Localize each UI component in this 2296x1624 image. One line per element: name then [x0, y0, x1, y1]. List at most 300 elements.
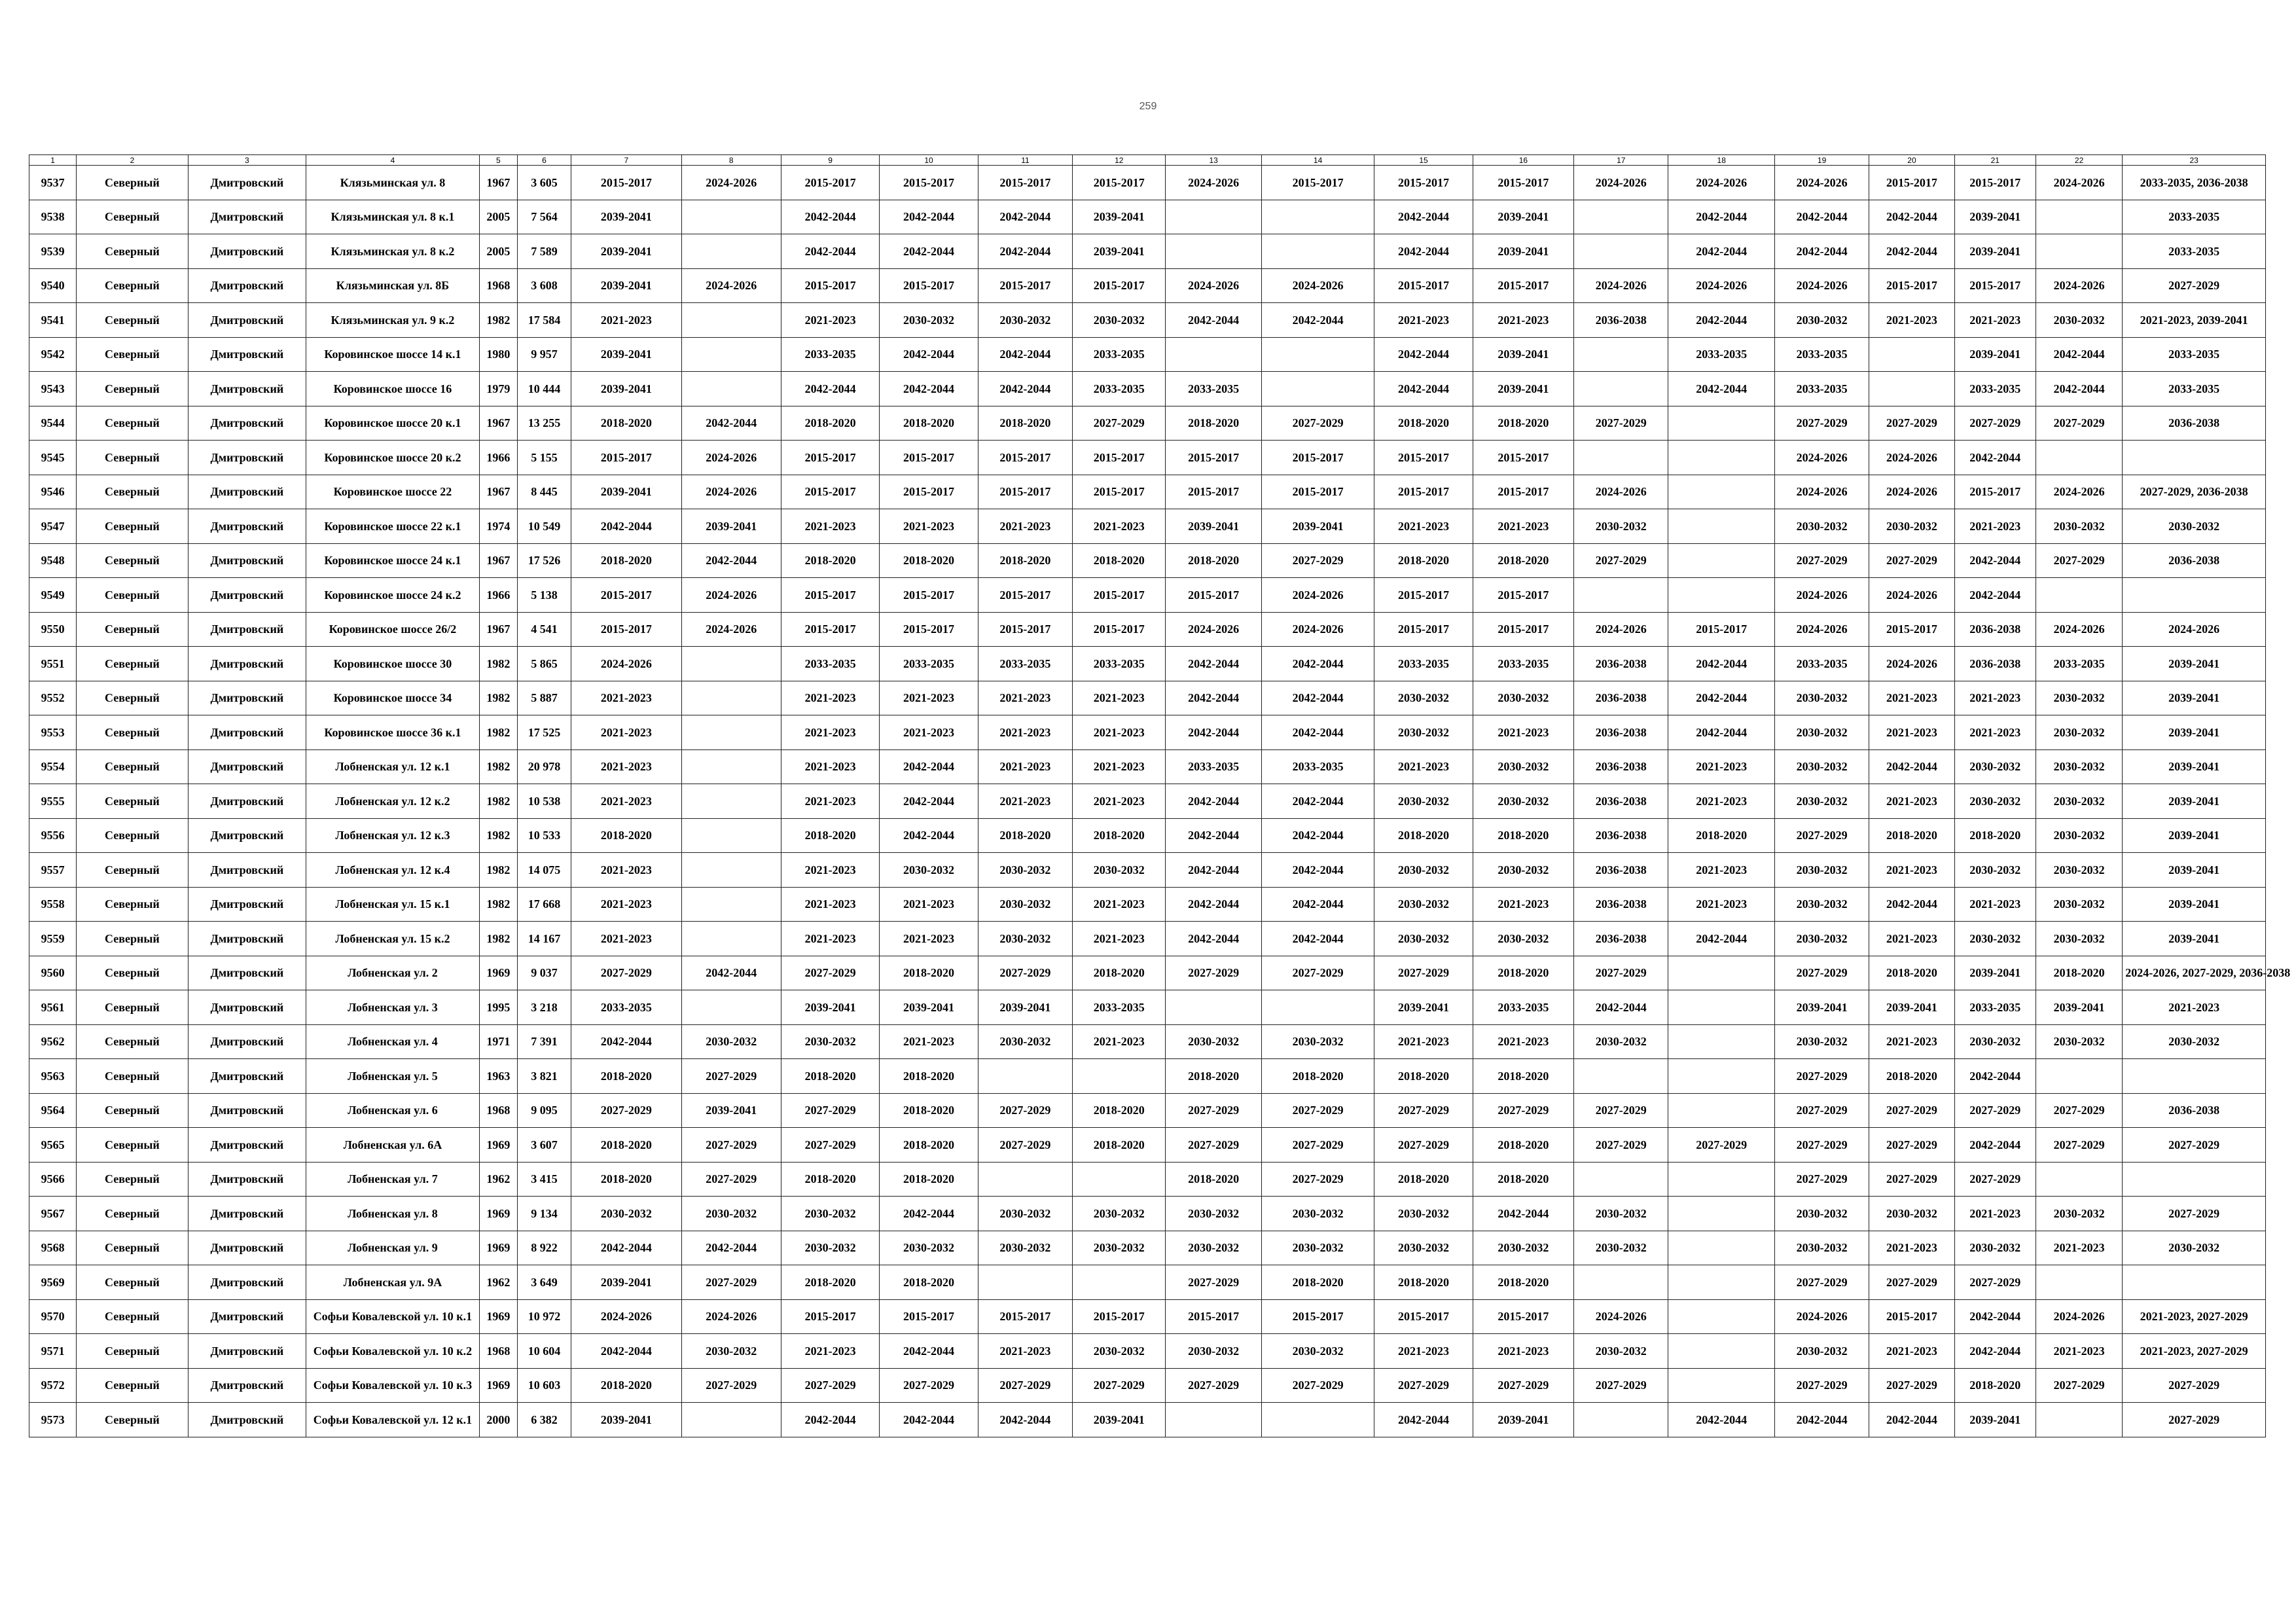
period-cell-col-19: 2030-2032 [1774, 922, 1869, 956]
period-cell-col-14 [1261, 1403, 1374, 1437]
period-cell-col-12: 2033-2035 [1073, 647, 1166, 681]
period-cell-col-19: 2024-2026 [1774, 612, 1869, 647]
rayon-cell: Дмитровский [188, 1024, 306, 1059]
period-cell-col-14: 2030-2032 [1261, 1231, 1374, 1265]
period-cell-col-19: 2024-2026 [1774, 475, 1869, 509]
column-number-header: 15 [1374, 155, 1473, 166]
period-cell-col-9: 2039-2041 [781, 990, 879, 1025]
year-built-cell: 1969 [479, 1368, 517, 1403]
period-cell-col-10: 2042-2044 [880, 337, 978, 372]
period-cell-col-7: 2018-2020 [571, 1059, 681, 1094]
period-cell-col-22 [2036, 1265, 2122, 1300]
column-number-header: 12 [1073, 155, 1166, 166]
period-cell-col-15: 2018-2020 [1374, 818, 1473, 853]
period-cell-col-17: 2030-2032 [1574, 509, 1668, 544]
year-built-cell: 1982 [479, 784, 517, 819]
table-row [29, 1403, 2266, 1437]
okrug-cell: Северный [77, 1093, 188, 1128]
period-cell-col-19: 2033-2035 [1774, 647, 1869, 681]
table-row [29, 1231, 2266, 1265]
period-cell-col-10: 2015-2017 [880, 475, 978, 509]
period-cell-col-7: 2021-2023 [571, 887, 681, 922]
period-cell-col-19: 2024-2026 [1774, 441, 1869, 475]
area-cell: 4 541 [517, 612, 571, 647]
year-built-cell: 1982 [479, 818, 517, 853]
row-number: 9563 [29, 1059, 77, 1094]
row-number: 9570 [29, 1299, 77, 1334]
period-cell-col-19: 2027-2029 [1774, 406, 1869, 441]
address-cell: Лобненская ул. 6 [306, 1093, 480, 1128]
period-cell-col-8 [681, 818, 781, 853]
address-cell: Софьи Ковалевской ул. 12 к.1 [306, 1403, 480, 1437]
period-cell-col-21: 2039-2041 [1954, 956, 2036, 990]
column-number-header: 1 [29, 155, 77, 166]
period-cell-col-11: 2042-2044 [978, 1403, 1072, 1437]
area-cell: 10 538 [517, 784, 571, 819]
year-built-cell: 1967 [479, 543, 517, 578]
rayon-cell: Дмитровский [188, 1334, 306, 1369]
period-cell-col-19: 2042-2044 [1774, 200, 1869, 234]
period-cell-col-18: 2015-2017 [1668, 612, 1774, 647]
period-cell-col-7: 2015-2017 [571, 612, 681, 647]
address-cell: Лобненская ул. 8 [306, 1197, 480, 1231]
period-cell-col-9: 2030-2032 [781, 1231, 879, 1265]
okrug-cell: Северный [77, 543, 188, 578]
address-cell: Коровинское шоссе 30 [306, 647, 480, 681]
period-cell-col-18 [1668, 1162, 1774, 1197]
period-cell-col-12: 2018-2020 [1073, 1093, 1166, 1128]
period-cell-col-15: 2030-2032 [1374, 715, 1473, 750]
period-cell-col-10: 2018-2020 [880, 1265, 978, 1300]
period-cell-col-21: 2030-2032 [1954, 784, 2036, 819]
period-cell-col-19: 2027-2029 [1774, 818, 1869, 853]
period-cell-col-7: 2021-2023 [571, 303, 681, 338]
area-cell: 17 668 [517, 887, 571, 922]
period-cell-col-15: 2033-2035 [1374, 647, 1473, 681]
period-cell-col-11 [978, 1059, 1072, 1094]
period-cell-col-20: 2042-2044 [1869, 887, 1954, 922]
row-number: 9540 [29, 268, 77, 303]
period-cell-col-12: 2033-2035 [1073, 372, 1166, 406]
year-built-cell: 1966 [479, 578, 517, 613]
period-cell-col-9: 2027-2029 [781, 1128, 879, 1163]
period-cell-col-23: 2039-2041 [2123, 922, 2266, 956]
period-cell-col-14: 2042-2044 [1261, 784, 1374, 819]
period-cell-col-12: 2039-2041 [1073, 234, 1166, 269]
period-cell-col-9: 2018-2020 [781, 818, 879, 853]
period-cell-col-13: 2042-2044 [1166, 853, 1261, 888]
period-cell-col-13: 2033-2035 [1166, 372, 1261, 406]
period-cell-col-15: 2015-2017 [1374, 1299, 1473, 1334]
period-cell-col-23 [2123, 1162, 2266, 1197]
period-cell-col-11: 2021-2023 [978, 1334, 1072, 1369]
period-cell-col-9: 2015-2017 [781, 268, 879, 303]
period-cell-col-10: 2015-2017 [880, 166, 978, 200]
period-cell-col-15: 2030-2032 [1374, 922, 1473, 956]
row-number: 9573 [29, 1403, 77, 1437]
period-cell-col-8: 2024-2026 [681, 1299, 781, 1334]
period-cell-col-20: 2042-2044 [1869, 200, 1954, 234]
period-cell-col-19: 2024-2026 [1774, 166, 1869, 200]
area-cell: 10 533 [517, 818, 571, 853]
address-cell: Коровинское шоссе 22 [306, 475, 480, 509]
period-cell-col-20: 2024-2026 [1869, 475, 1954, 509]
area-cell: 9 134 [517, 1197, 571, 1231]
address-cell: Лобненская ул. 5 [306, 1059, 480, 1094]
column-number-header: 3 [188, 155, 306, 166]
period-cell-col-20: 2027-2029 [1869, 1162, 1954, 1197]
address-cell: Лобненская ул. 12 к.3 [306, 818, 480, 853]
period-cell-col-13: 2042-2044 [1166, 647, 1261, 681]
period-cell-col-14: 2027-2029 [1261, 1162, 1374, 1197]
period-cell-col-10: 2015-2017 [880, 612, 978, 647]
period-cell-col-15: 2018-2020 [1374, 406, 1473, 441]
area-cell: 5 887 [517, 681, 571, 715]
period-cell-col-18: 2042-2044 [1668, 234, 1774, 269]
address-cell: Клязьминская ул. 8Б [306, 268, 480, 303]
period-cell-col-23: 2033-2035, 2036-2038 [2123, 166, 2266, 200]
period-cell-col-8 [681, 200, 781, 234]
period-cell-col-13: 2030-2032 [1166, 1024, 1261, 1059]
period-cell-col-15: 2018-2020 [1374, 543, 1473, 578]
period-cell-col-19: 2030-2032 [1774, 1024, 1869, 1059]
period-cell-col-10: 2021-2023 [880, 887, 978, 922]
table-row [29, 406, 2266, 441]
period-cell-col-14: 2027-2029 [1261, 956, 1374, 990]
period-cell-col-22: 2030-2032 [2036, 303, 2122, 338]
table-row [29, 1334, 2266, 1369]
period-cell-col-16: 2018-2020 [1473, 818, 1573, 853]
period-cell-col-20: 2015-2017 [1869, 268, 1954, 303]
period-cell-col-17: 2027-2029 [1574, 406, 1668, 441]
period-cell-col-10: 2042-2044 [880, 1334, 978, 1369]
period-cell-col-15: 2030-2032 [1374, 887, 1473, 922]
period-cell-col-10: 2021-2023 [880, 715, 978, 750]
table-row [29, 543, 2266, 578]
period-cell-col-20: 2021-2023 [1869, 1024, 1954, 1059]
period-cell-col-13: 2024-2026 [1166, 612, 1261, 647]
period-cell-col-15: 2015-2017 [1374, 612, 1473, 647]
period-cell-col-20: 2042-2044 [1869, 749, 1954, 784]
period-cell-col-22: 2027-2029 [2036, 406, 2122, 441]
period-cell-col-16: 2021-2023 [1473, 303, 1573, 338]
period-cell-col-16: 2018-2020 [1473, 543, 1573, 578]
okrug-cell: Северный [77, 234, 188, 269]
period-cell-col-8: 2024-2026 [681, 578, 781, 613]
period-cell-col-15: 2015-2017 [1374, 166, 1473, 200]
period-cell-col-20: 2042-2044 [1869, 234, 1954, 269]
period-cell-col-17: 2024-2026 [1574, 1299, 1668, 1334]
period-cell-col-23: 2027-2029 [2123, 1403, 2266, 1437]
table-row [29, 475, 2266, 509]
row-number: 9552 [29, 681, 77, 715]
period-cell-col-19: 2027-2029 [1774, 1059, 1869, 1094]
period-cell-col-10: 2033-2035 [880, 647, 978, 681]
period-cell-col-16: 2018-2020 [1473, 1162, 1573, 1197]
period-cell-col-7: 2033-2035 [571, 990, 681, 1025]
year-built-cell: 1969 [479, 1299, 517, 1334]
period-cell-col-7: 2027-2029 [571, 956, 681, 990]
period-cell-col-14: 2042-2044 [1261, 853, 1374, 888]
period-cell-col-20: 2021-2023 [1869, 715, 1954, 750]
period-cell-col-22: 2024-2026 [2036, 1299, 2122, 1334]
area-cell: 10 972 [517, 1299, 571, 1334]
period-cell-col-23: 2021-2023, 2027-2029 [2123, 1334, 2266, 1369]
rayon-cell: Дмитровский [188, 1299, 306, 1334]
period-cell-col-18: 2021-2023 [1668, 853, 1774, 888]
table-row [29, 303, 2266, 338]
row-number: 9545 [29, 441, 77, 475]
period-cell-col-18: 2042-2044 [1668, 200, 1774, 234]
period-cell-col-21: 2021-2023 [1954, 509, 2036, 544]
period-cell-col-17: 2024-2026 [1574, 612, 1668, 647]
period-cell-col-16: 2039-2041 [1473, 372, 1573, 406]
period-cell-col-16: 2021-2023 [1473, 509, 1573, 544]
period-cell-col-22: 2024-2026 [2036, 475, 2122, 509]
area-cell: 3 607 [517, 1128, 571, 1163]
period-cell-col-20: 2027-2029 [1869, 406, 1954, 441]
period-cell-col-14: 2024-2026 [1261, 268, 1374, 303]
period-cell-col-10: 2021-2023 [880, 922, 978, 956]
period-cell-col-22: 2027-2029 [2036, 1128, 2122, 1163]
okrug-cell: Северный [77, 166, 188, 200]
okrug-cell: Северный [77, 303, 188, 338]
period-cell-col-12: 2027-2029 [1073, 406, 1166, 441]
period-cell-col-12: 2021-2023 [1073, 509, 1166, 544]
period-cell-col-11: 2015-2017 [978, 1299, 1072, 1334]
table-row [29, 509, 2266, 544]
period-cell-col-10: 2018-2020 [880, 1128, 978, 1163]
address-cell: Лобненская ул. 4 [306, 1024, 480, 1059]
period-cell-col-21: 2015-2017 [1954, 268, 2036, 303]
rayon-cell: Дмитровский [188, 543, 306, 578]
table-row [29, 441, 2266, 475]
period-cell-col-20: 2030-2032 [1869, 1197, 1954, 1231]
period-cell-col-10: 2018-2020 [880, 1162, 978, 1197]
row-number: 9537 [29, 166, 77, 200]
period-cell-col-7: 2039-2041 [571, 234, 681, 269]
period-cell-col-21: 2030-2032 [1954, 922, 2036, 956]
period-cell-col-17 [1574, 234, 1668, 269]
period-cell-col-10: 2042-2044 [880, 372, 978, 406]
year-built-cell: 1982 [479, 853, 517, 888]
period-cell-col-12: 2015-2017 [1073, 1299, 1166, 1334]
period-cell-col-17 [1574, 1059, 1668, 1094]
page-number: 259 [1139, 101, 1157, 112]
okrug-cell: Северный [77, 647, 188, 681]
address-cell: Лобненская ул. 15 к.2 [306, 922, 480, 956]
period-cell-col-23: 2027-2029 [2123, 1197, 2266, 1231]
period-cell-col-11: 2018-2020 [978, 818, 1072, 853]
table-row [29, 887, 2266, 922]
period-cell-col-11: 2030-2032 [978, 922, 1072, 956]
period-cell-col-21: 2033-2035 [1954, 372, 2036, 406]
period-cell-col-7: 2021-2023 [571, 749, 681, 784]
period-cell-col-16: 2018-2020 [1473, 1265, 1573, 1300]
period-cell-col-21: 2030-2032 [1954, 853, 2036, 888]
period-cell-col-11: 2027-2029 [978, 956, 1072, 990]
period-cell-col-19: 2030-2032 [1774, 681, 1869, 715]
okrug-cell: Северный [77, 578, 188, 613]
period-cell-col-14: 2042-2044 [1261, 922, 1374, 956]
period-cell-col-20: 2021-2023 [1869, 922, 1954, 956]
period-cell-col-16: 2030-2032 [1473, 1231, 1573, 1265]
period-cell-col-10: 2030-2032 [880, 1231, 978, 1265]
period-cell-col-16: 2018-2020 [1473, 406, 1573, 441]
okrug-cell: Северный [77, 1059, 188, 1094]
period-cell-col-12: 2033-2035 [1073, 990, 1166, 1025]
table-row [29, 234, 2266, 269]
period-cell-col-21: 2036-2038 [1954, 647, 2036, 681]
period-cell-col-18 [1668, 509, 1774, 544]
period-cell-col-7: 2018-2020 [571, 406, 681, 441]
rayon-cell: Дмитровский [188, 166, 306, 200]
period-cell-col-21: 2018-2020 [1954, 1368, 2036, 1403]
period-cell-col-13: 2024-2026 [1166, 166, 1261, 200]
period-cell-col-8: 2024-2026 [681, 441, 781, 475]
period-cell-col-10: 2030-2032 [880, 303, 978, 338]
area-cell: 7 564 [517, 200, 571, 234]
okrug-cell: Северный [77, 612, 188, 647]
area-cell: 17 584 [517, 303, 571, 338]
period-cell-col-19: 2042-2044 [1774, 1403, 1869, 1437]
okrug-cell: Северный [77, 818, 188, 853]
period-cell-col-10: 2018-2020 [880, 956, 978, 990]
address-cell: Софьи Ковалевской ул. 10 к.2 [306, 1334, 480, 1369]
okrug-cell: Северный [77, 1231, 188, 1265]
period-cell-col-7: 2021-2023 [571, 853, 681, 888]
period-cell-col-7: 2042-2044 [571, 1231, 681, 1265]
okrug-cell: Северный [77, 475, 188, 509]
period-cell-col-13 [1166, 200, 1261, 234]
year-built-cell: 1967 [479, 166, 517, 200]
year-built-cell: 1980 [479, 337, 517, 372]
period-cell-col-18: 2042-2044 [1668, 1403, 1774, 1437]
period-cell-col-11: 2030-2032 [978, 887, 1072, 922]
period-cell-col-23: 2027-2029 [2123, 1128, 2266, 1163]
period-cell-col-15: 2021-2023 [1374, 1024, 1473, 1059]
period-cell-col-16: 2018-2020 [1473, 956, 1573, 990]
housing-repair-schedule-table [29, 154, 2291, 1437]
period-cell-col-12: 2030-2032 [1073, 853, 1166, 888]
period-cell-col-18 [1668, 1265, 1774, 1300]
period-cell-col-11: 2027-2029 [978, 1093, 1072, 1128]
area-cell: 17 525 [517, 715, 571, 750]
period-cell-col-14: 2024-2026 [1261, 612, 1374, 647]
period-cell-col-15: 2021-2023 [1374, 1334, 1473, 1369]
period-cell-col-16: 2021-2023 [1473, 715, 1573, 750]
period-cell-col-11: 2030-2032 [978, 303, 1072, 338]
period-cell-col-16: 2027-2029 [1473, 1368, 1573, 1403]
period-cell-col-23: 2036-2038 [2123, 1093, 2266, 1128]
period-cell-col-18 [1668, 543, 1774, 578]
area-cell: 7 391 [517, 1024, 571, 1059]
period-cell-col-14: 2018-2020 [1261, 1265, 1374, 1300]
period-cell-col-10: 2015-2017 [880, 1299, 978, 1334]
period-cell-col-9: 2042-2044 [781, 372, 879, 406]
period-cell-col-10: 2042-2044 [880, 1403, 978, 1437]
period-cell-col-9: 2018-2020 [781, 1265, 879, 1300]
okrug-cell: Северный [77, 406, 188, 441]
period-cell-col-19: 2030-2032 [1774, 887, 1869, 922]
table-row [29, 1265, 2266, 1300]
period-cell-col-19: 2030-2032 [1774, 1334, 1869, 1369]
period-cell-col-16: 2015-2017 [1473, 612, 1573, 647]
period-cell-col-12 [1073, 1162, 1166, 1197]
period-cell-col-15: 2018-2020 [1374, 1162, 1473, 1197]
period-cell-col-10: 2042-2044 [880, 200, 978, 234]
address-cell: Коровинское шоссе 36 к.1 [306, 715, 480, 750]
period-cell-col-21: 2027-2029 [1954, 1265, 2036, 1300]
period-cell-col-19: 2024-2026 [1774, 578, 1869, 613]
table-row [29, 1197, 2266, 1231]
period-cell-col-17: 2036-2038 [1574, 853, 1668, 888]
area-cell: 8 445 [517, 475, 571, 509]
period-cell-col-7: 2015-2017 [571, 441, 681, 475]
period-cell-col-8: 2042-2044 [681, 956, 781, 990]
period-cell-col-17: 2024-2026 [1574, 475, 1668, 509]
period-cell-col-9: 2021-2023 [781, 922, 879, 956]
period-cell-col-20: 2042-2044 [1869, 1403, 1954, 1437]
period-cell-col-13: 2042-2044 [1166, 784, 1261, 819]
period-cell-col-9: 2021-2023 [781, 749, 879, 784]
period-cell-col-15: 2027-2029 [1374, 956, 1473, 990]
period-cell-col-9: 2033-2035 [781, 647, 879, 681]
year-built-cell: 1995 [479, 990, 517, 1025]
period-cell-col-21: 2036-2038 [1954, 612, 2036, 647]
period-cell-col-13: 2018-2020 [1166, 1162, 1261, 1197]
row-number: 9562 [29, 1024, 77, 1059]
period-cell-col-20: 2021-2023 [1869, 1231, 1954, 1265]
rayon-cell: Дмитровский [188, 1128, 306, 1163]
period-cell-col-23: 2021-2023 [2123, 990, 2266, 1025]
address-cell: Коровинское шоссе 22 к.1 [306, 509, 480, 544]
period-cell-col-15: 2030-2032 [1374, 1197, 1473, 1231]
period-cell-col-22: 2030-2032 [2036, 1197, 2122, 1231]
period-cell-col-10: 2030-2032 [880, 853, 978, 888]
okrug-cell: Северный [77, 853, 188, 888]
period-cell-col-18 [1668, 1024, 1774, 1059]
column-number-header: 10 [880, 155, 978, 166]
year-built-cell: 1966 [479, 441, 517, 475]
area-cell: 8 922 [517, 1231, 571, 1265]
column-number-header: 5 [479, 155, 517, 166]
period-cell-col-7: 2024-2026 [571, 647, 681, 681]
period-cell-col-18: 2021-2023 [1668, 749, 1774, 784]
period-cell-col-20: 2024-2026 [1869, 578, 1954, 613]
column-number-header: 2 [77, 155, 188, 166]
period-cell-col-20 [1869, 372, 1954, 406]
okrug-cell: Северный [77, 1368, 188, 1403]
period-cell-col-17: 2036-2038 [1574, 303, 1668, 338]
period-cell-col-16: 2030-2032 [1473, 853, 1573, 888]
period-cell-col-22: 2030-2032 [2036, 509, 2122, 544]
rayon-cell: Дмитровский [188, 784, 306, 819]
area-cell: 13 255 [517, 406, 571, 441]
address-cell: Клязьминская ул. 9 к.2 [306, 303, 480, 338]
period-cell-col-15: 2021-2023 [1374, 749, 1473, 784]
period-cell-col-20: 2027-2029 [1869, 1265, 1954, 1300]
row-number: 9568 [29, 1231, 77, 1265]
period-cell-col-19: 2030-2032 [1774, 1231, 1869, 1265]
period-cell-col-19: 2030-2032 [1774, 303, 1869, 338]
period-cell-col-17 [1574, 337, 1668, 372]
okrug-cell: Северный [77, 1197, 188, 1231]
period-cell-col-7: 2015-2017 [571, 578, 681, 613]
period-cell-col-9: 2015-2017 [781, 475, 879, 509]
area-cell: 10 444 [517, 372, 571, 406]
year-built-cell: 1974 [479, 509, 517, 544]
